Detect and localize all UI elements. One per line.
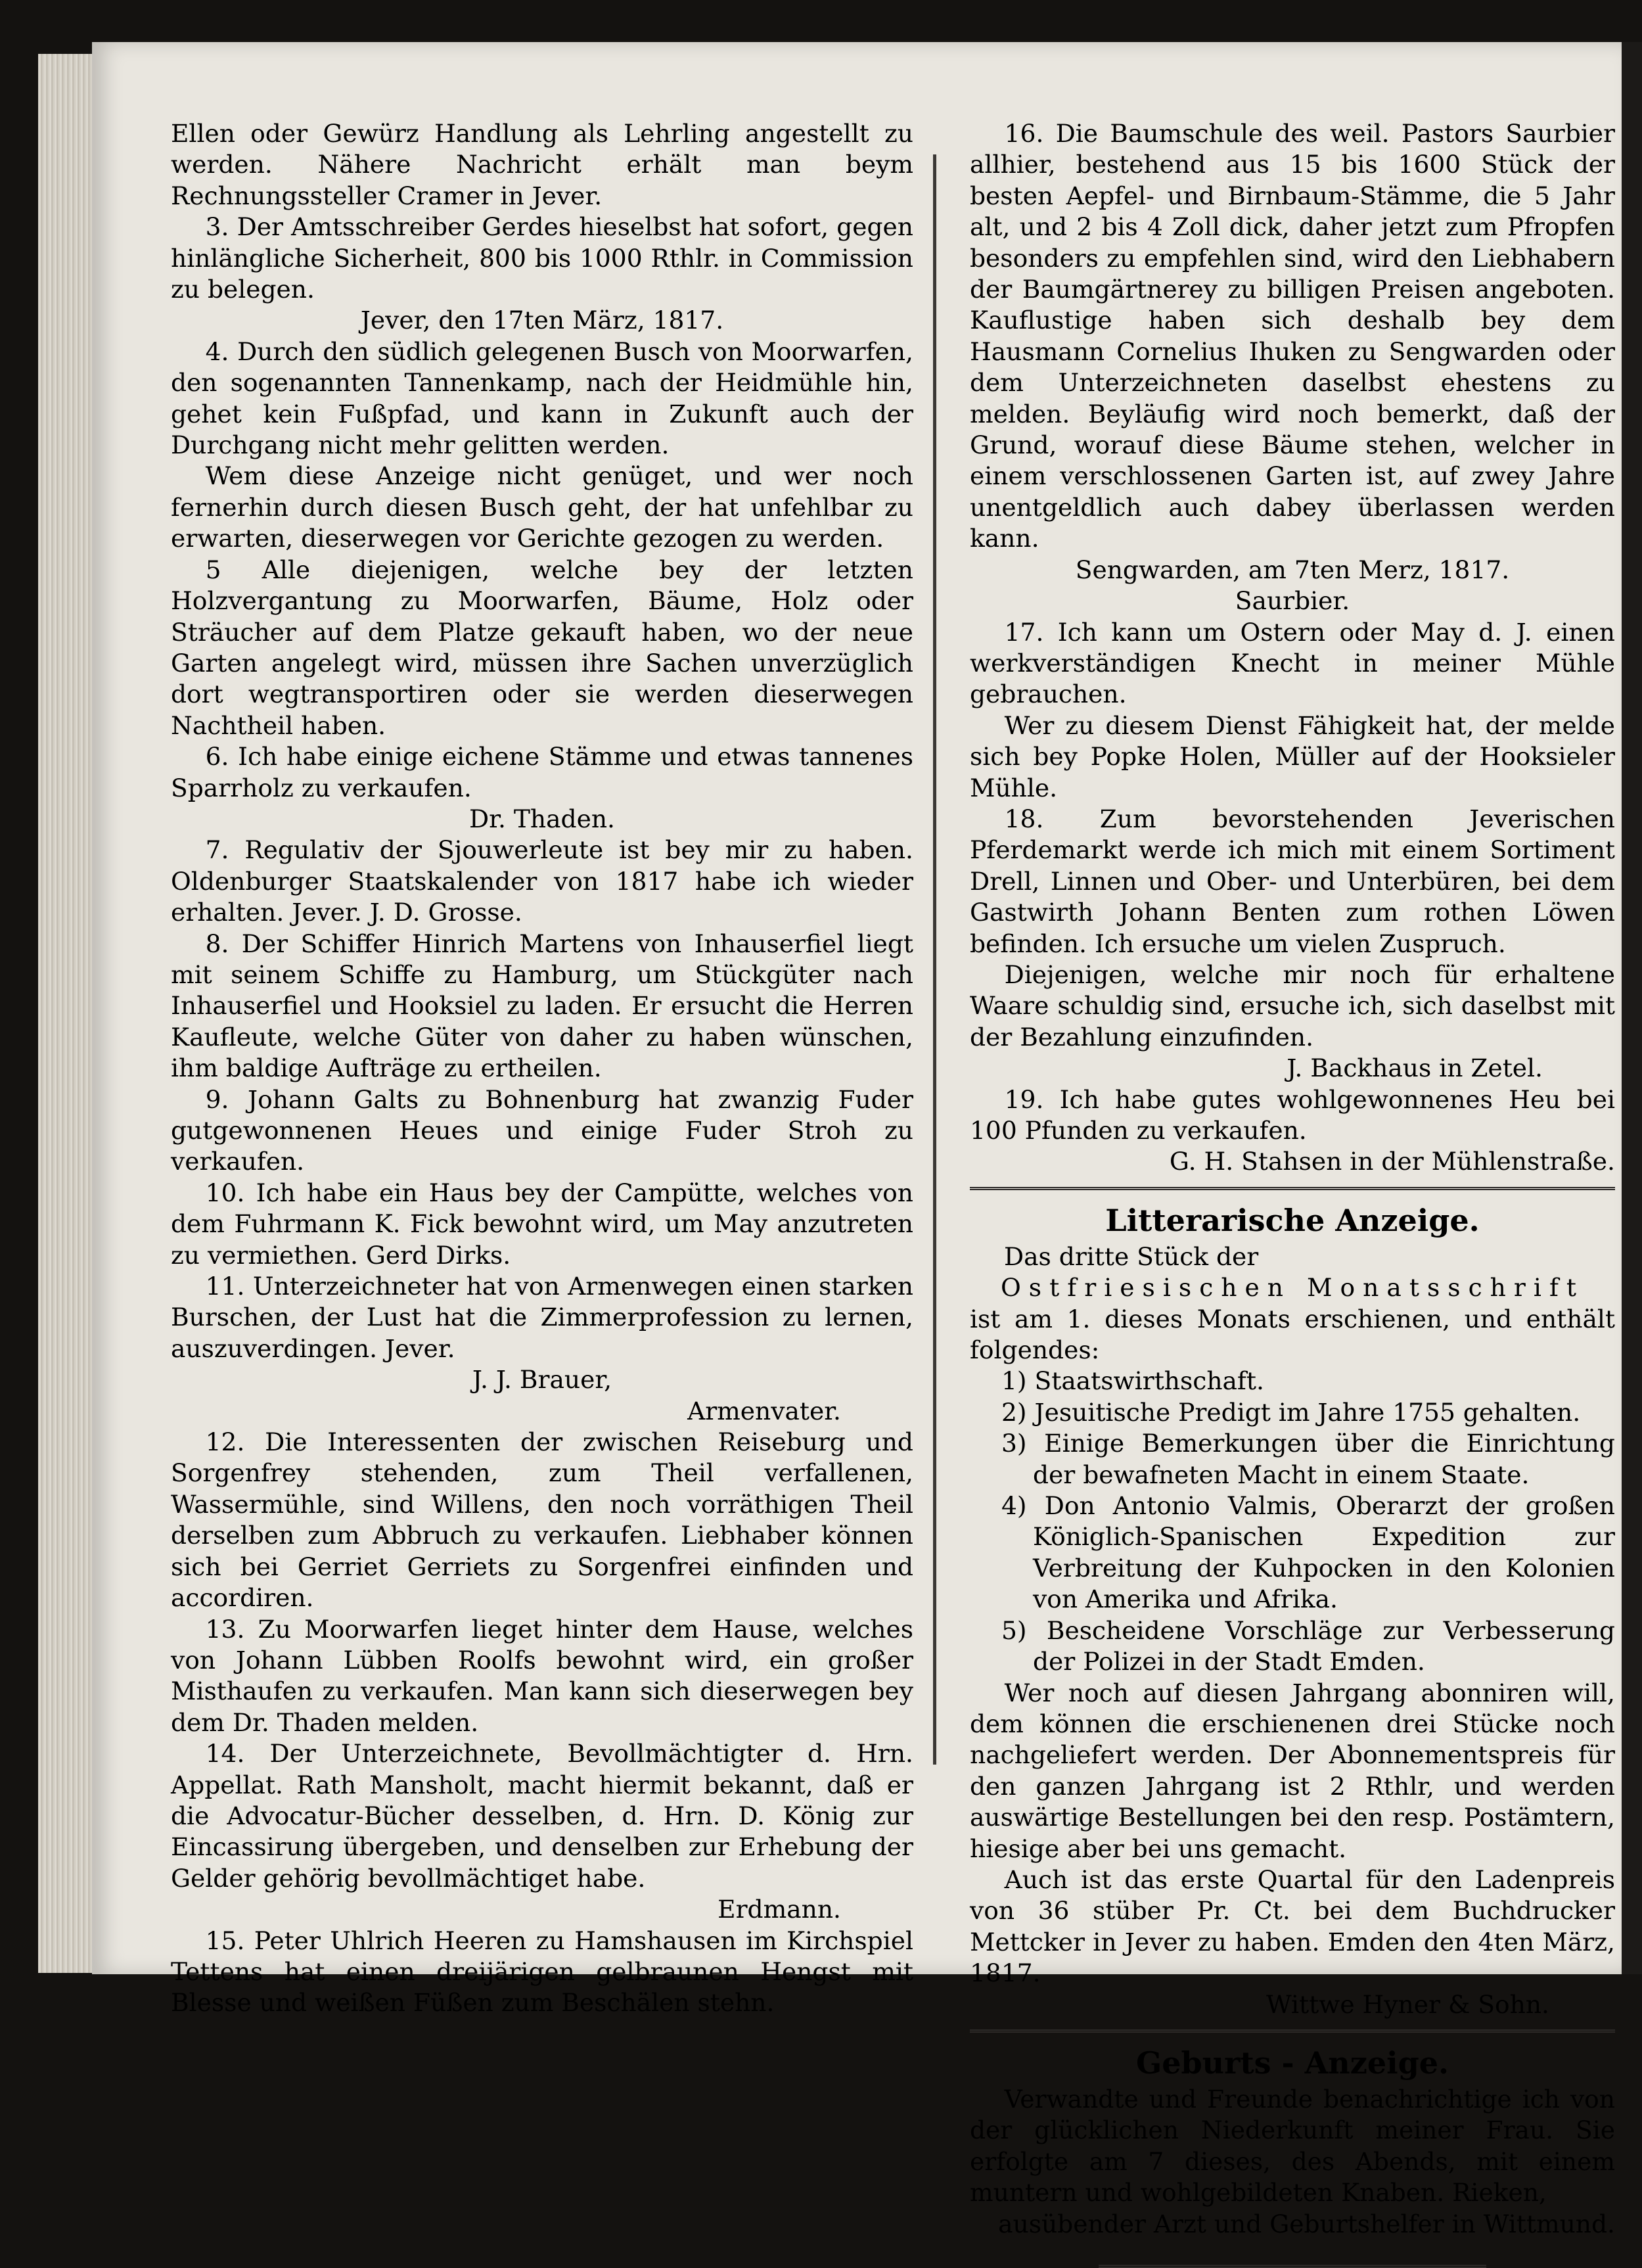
- literary-publisher: Wittwe Hyner & Sohn.: [1266, 1989, 1549, 2019]
- notice-signature: Sengwarden, am 7ten Merz, 1817.: [1075, 555, 1510, 584]
- birth-text: Verwandte und Freunde benachrichtige ich von der glücklichen Niederkunft meiner Frau. Sie erfolgte am 7 dieses, des Abends, mit einem muntern und wohlgebildeten Knaben. Rieken,: [970, 2084, 1615, 2208]
- column-divider: [933, 154, 936, 1765]
- contents-list: [970, 1366, 1615, 1677]
- notice-signature: Jever, den 17ten März, 1817.: [360, 306, 724, 335]
- notice-paragraph: Ellen oder Gewürz Handlung als Lehrling angestellt zu werden. Nähere Nachricht erhält man beym Rechnungssteller Cramer in Jever.: [171, 119, 913, 210]
- notice-paragraph: 7. Regulativ der Sjouwerleute ist bey mir zu haben. Oldenburger Staatskalender von 1817 habe ich wieder erhalten. Jever. J. D. Grosse.: [171, 835, 913, 927]
- literary-intro: Das dritte Stück der: [1004, 1241, 1259, 1271]
- birth-notice: [970, 2045, 1615, 2268]
- birth-heading: Geburts - Anzeige.: [1135, 2045, 1449, 2081]
- literary-heading: Litterarische Anzeige.: [1105, 1202, 1480, 1238]
- birth-signature: ausübender Arzt und Geburtshelfer in Wittmund.: [998, 2209, 1615, 2238]
- notice-paragraph: 19. Ich habe gutes wohlgewonnenes Heu bei 100 Pfunden zu verkaufen.: [970, 1084, 1615, 1145]
- literary-price: Auch ist das erste Quartal für den Ladenpreis von 36 stüber Pr. Ct. bei dem Buchdrucker Mettcker in Jever zu haben. Emden den 4ten März, 1817.: [970, 1864, 1615, 1988]
- left-column: [171, 118, 913, 2019]
- notice-paragraph: Wem diese Anzeige nicht genüget, und wer noch fernerhin durch diesen Busch geht, der hat unfehlbar zu erwarten, dieserwegen vor Gerichte gezogen zu werden.: [171, 461, 913, 553]
- notice-paragraph: 6. Ich habe einige eichene Stämme und etwas tannenes Sparrholz zu verkaufen.: [171, 742, 913, 802]
- notice-paragraph: Wer zu diesem Dienst Fähigkeit hat, der melde sich bey Popke Holen, Müller auf der Hooksieler Mühle.: [970, 710, 1615, 802]
- notice-paragraph: 16. Die Baumschule des weil. Pastors Saurbier allhier, bestehend aus 15 bis 1600 Stück der besten Aepfel- und Birnbaum-Stämme, die 5 Jahr alt, und 2 bis 4 Zoll dick, daher jetzt zum Pfropfen besonders zu empfehlen sind, wird den Liebhabern der Baumgärtnerey zu billigen Preisen angeboten. Kauflustige haben sich deshalb bey dem Hausmann Cornelius Ihuken zu Sengwarden oder dem Unterzeichneten daselbst ehestens zu melden. Beyläufig wird noch bemerkt, daß der Grund, worauf diese Bäume stehen, welcher in einem verschlossenen Garten ist, auf zwey Jahre unentgeldlich auch dabey überlassen werden kann.: [970, 119, 1615, 553]
- notice-paragraph: 10. Ich habe ein Haus bey der Campütte, welches von dem Fuhrmann K. Fick bewohnt wird, um May anzutreten zu vermiethen. Gerd Dirks.: [171, 1178, 913, 1270]
- contents-item: 2) Jesuitische Predigt im Jahre 1755 gehalten.: [1001, 1397, 1581, 1427]
- notice-paragraph: Diejenigen, welche mir noch für erhaltene Waare schuldig sind, ersuche ich, sich daselbst mit der Bezahlung einzufinden.: [970, 960, 1615, 1052]
- end-rule: [1099, 2265, 1486, 2268]
- notice-paragraph: 5 Alle diejenigen, welche bey der letzten Holzvergantung zu Moorwarfen, Bäume, Holz oder Sträucher auf dem Platze gekauft haben, wo der neue Garten angelegt wird, müssen ihre Sachen unverzüglich dort wegtransportiren oder sie werden dieserwegen Nachtheil haben.: [171, 555, 913, 740]
- right-column: [970, 118, 1615, 2268]
- notice-paragraph: 14. Der Unterzeichnete, Bevollmächtigter d. Hrn. Appellat. Rath Mansholt, macht hiermit bekannt, daß er die Advocatur-Bücher desselben, d. Hrn. D. König zur Eincassirung übergeben, und denselben zur Erhebung der Gelder gehörig bevollmächtiget habe.: [171, 1739, 913, 1893]
- notice-paragraph: 18. Zum bevorstehenden Jeverischen Pferdemarkt werde ich mich mit einem Sortiment Drell, Linnen und Ober- und Unterbüren, bei dem Gastwirth Johann Benten zum rothen Löwen befinden. Ich ersuche um vielen Zuspruch.: [970, 804, 1615, 958]
- notice-paragraph: 4. Durch den südlich gelegenen Busch von Moorwarfen, den sogenannten Tannenkamp, nach der Heidmühle hin, gehet kein Fußpfad, und kann in Zukunft auch der Durchgang nicht mehr gelitten werden.: [171, 336, 913, 460]
- notice-signature: J. J. Brauer,: [472, 1365, 612, 1395]
- literary-lead: ist am 1. dieses Monats erschienen, und enthält folgendes:: [970, 1304, 1615, 1365]
- literary-notice: [970, 1202, 1615, 2020]
- notice-paragraph: 12. Die Interessenten der zwischen Reiseburg und Sorgenfrey stehenden, zum Theil verfallenen, Wassermühle, sind Willens, den noch vorräthigen Theil derselben zum Abbruch zu verkaufen. Liebhaber können sich bei Gerriet Gerriets zu Sorgenfrei einfinden und accordiren.: [171, 1427, 913, 1613]
- section-rule: [970, 1187, 1615, 1190]
- right-ads: [970, 118, 1615, 1178]
- notice-signature: Dr. Thaden.: [469, 804, 615, 833]
- notice-paragraph: 9. Johann Galts zu Bohnenburg hat zwanzig Fuder gutgewonnenen Heues und einige Fuder Stroh zu verkaufen.: [171, 1084, 913, 1176]
- notice-paragraph: 17. Ich kann um Ostern oder May d. J. einen werkverständigen Knecht in meiner Mühle gebrauchen.: [970, 617, 1615, 709]
- literary-subscribe: Wer noch auf diesen Jahrgang abonniren will, dem können die erschienenen drei Stücke noch nachgeliefert werden. Der Abonnementspreis für den ganzen Jahrgang ist 2 Rthlr, und werden auswärtige Bestellungen bei den resp. Postämtern, hiesige aber bei uns gemacht.: [970, 1678, 1615, 1863]
- notice-paragraph: 8. Der Schiffer Hinrich Martens von Inhauserfiel liegt mit seinem Schiffe zu Hamburg, um Stückgüter nach Inhauserfiel und Hooksiel zu laden. Er ersucht die Herren Kaufleute, welche Güter von daher zu haben wünschen, ihm baldige Aufträge zu ertheilen.: [171, 929, 913, 1083]
- contents-item: 4) Don Antonio Valmis, Oberarzt der großen Königlich-Spanischen Expedition zur Verbreitung der Kuhpocken in den Kolonien von Amerika und Afrika.: [1001, 1491, 1615, 1614]
- notice-signature: Saurbier.: [1235, 586, 1350, 616]
- notice-paragraph: 3. Der Amtsschreiber Gerdes hieselbst hat sofort, gegen hinlängliche Sicherheit, 800 bis 1000 Rthlr. in Commission zu belegen.: [171, 212, 913, 304]
- scan-dark-border: [1622, 42, 1642, 1974]
- notice-signature: Armenvater.: [687, 1396, 841, 1425]
- contents-item: 1) Staatswirthschaft.: [1001, 1366, 1264, 1396]
- notice-signature: J. Backhaus in Zetel.: [1287, 1053, 1543, 1083]
- journal-title: Ostfriesischen Monatsschrift: [1000, 1273, 1585, 1303]
- notice-signature: G. H. Stahsen in der Mühlenstraße.: [1169, 1147, 1615, 1176]
- notice-paragraph: 15. Peter Uhlrich Heeren zu Hamshausen im Kirchspiel Tettens hat einen dreijärigen gelbraunen Hengst mit Blesse und weißen Füßen zum Beschälen stehn.: [171, 1926, 913, 2018]
- section-rule: [970, 2029, 1615, 2033]
- notice-paragraph: 11. Unterzeichneter hat von Armenwegen einen starken Burschen, der Lust hat die Zimmerprofession zu lernen, auszuverdingen. Jever.: [171, 1272, 913, 1363]
- contents-item: 5) Bescheidene Vorschläge zur Verbesserung der Polizei in der Stadt Emden.: [1001, 1615, 1615, 1677]
- notice-paragraph: 13. Zu Moorwarfen lieget hinter dem Hause, welches von Johann Lübben Roolfs bewohnt wird, ein großer Misthaufen zu verkaufen. Man kann sich dieserwegen bey dem Dr. Thaden melden.: [171, 1614, 913, 1737]
- contents-item: 3) Einige Bemerkungen über die Einrichtung der bewafneten Macht in einem Staate.: [1001, 1429, 1615, 1489]
- notice-signature: Erdmann.: [718, 1895, 841, 1924]
